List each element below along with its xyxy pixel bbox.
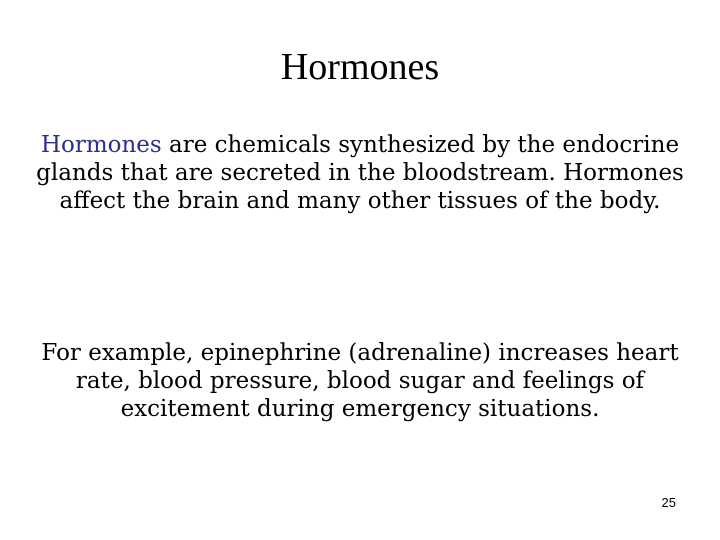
highlighted-term: Hormones <box>40 132 162 158</box>
example-paragraph: For example, epinephrine (adrenaline) increases heart rate, blood pressure, blood sugar and feelings of excitement during emergency situations. <box>41 340 679 422</box>
page-number: 25 <box>661 495 676 510</box>
definition-paragraph <box>30 131 690 215</box>
slide-title: Hormones <box>280 46 440 88</box>
definition-text: are chemicals synthesized by the endocrine glands that are secreted in the bloodstream. Hormones affect the brain and many other tissues of the body. <box>36 132 684 214</box>
